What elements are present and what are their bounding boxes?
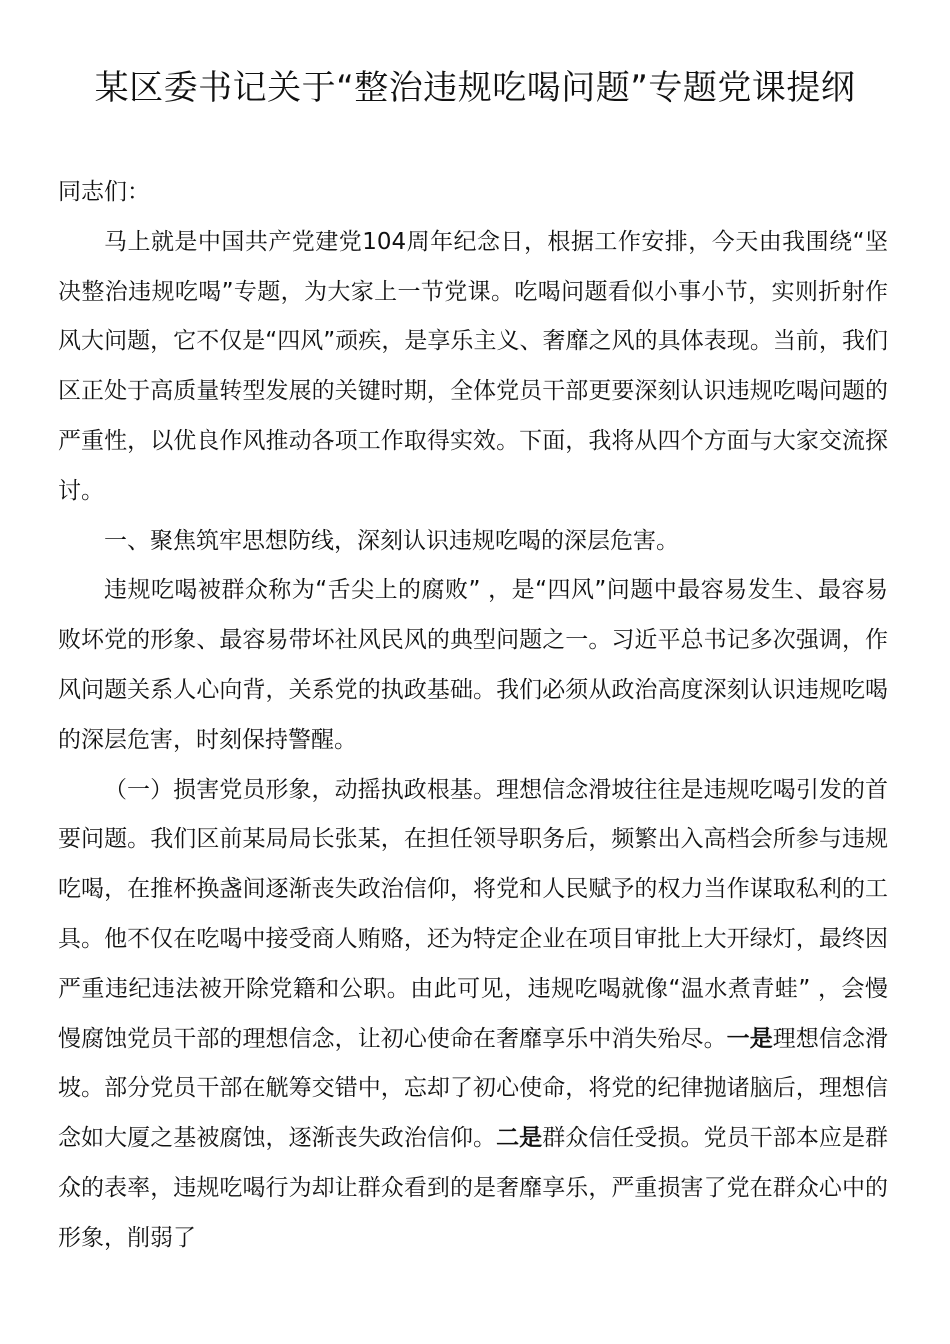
point-two-label: 二是	[496, 1125, 543, 1152]
point-one-label: 一是	[726, 1025, 773, 1052]
subsection-1-text-b: 理想信念滑坡。部分党员干部在觥筹交错中，忘却了初心使命，将党的纪律抛诸脑后，理想信念如大厦之基被腐蚀，逐渐丧失政治信仰。	[58, 1025, 889, 1152]
subsection-1-paragraph	[58, 766, 888, 1264]
subsection-1-text-a: （一）损害党员形象，动摇执政根基。理想信念滑坡往往是违规吃喝引发的首要问题。我们区前某局局长张某，在担任领导职务后，频繁出入高档会所参与违规吃喝，在推杯换盏间逐渐丧失政治信仰，将党和人民赋予的权力当作谋取私利的工具。他不仅在吃喝中接受商人贿赂，还为特定企业在项目审批上大开绿灯，最终因严重违纪违法被开除党籍和公职。由此可见，违规吃喝就像“温水煮青蛙” ，会慢慢腐蚀党员干部的理想信念，让初心使命在奢靡享乐中消失殆尽。	[58, 776, 888, 1052]
section-heading-1: 一、聚焦筑牢思想防线，深刻认识违规吃喝的深层危害。	[104, 527, 679, 554]
document-body	[58, 168, 888, 1264]
section-1-paragraph: 违规吃喝被群众称为“舌尖上的腐败” ，是“四风”问题中最容易发生、最容易败坏党的形象、最容易带坏社风民风的典型问题之一。习近平总书记多次强调，作风问题关系人心向背，关系党的执政基础。我们必须从政治高度深刻认识违规吃喝的深层危害，时刻保持警醒。	[58, 577, 888, 753]
intro-paragraph: 马上就是中国共产党建党104周年纪念日，根据工作安排，今天由我围绕“坚决整治违规吃喝”专题，为大家上一节党课。吃喝问题看似小事小节，实则折射作风大问题，它不仅是“四风”顽疾，是享乐主义、奢靡之风的具体表现。当前，我们区正处于高质量转型发展的关键时期，全体党员干部更要深刻认识违规吃喝问题的严重性，以优良作风推动各项工作取得实效。下面，我将从四个方面与大家交流探讨。	[58, 228, 888, 504]
subsection-1-text-c: 群众信任受损。党员干部本应是群众的表率，违规吃喝行为却让群众看到的是奢靡享乐，严重损害了党在群众心中的形象，削弱了	[58, 1125, 889, 1251]
document-title: 某区委书记关于“整治违规吃喝问题”专题党课提纲	[94, 68, 856, 108]
salutation: 同志们：	[58, 179, 150, 205]
